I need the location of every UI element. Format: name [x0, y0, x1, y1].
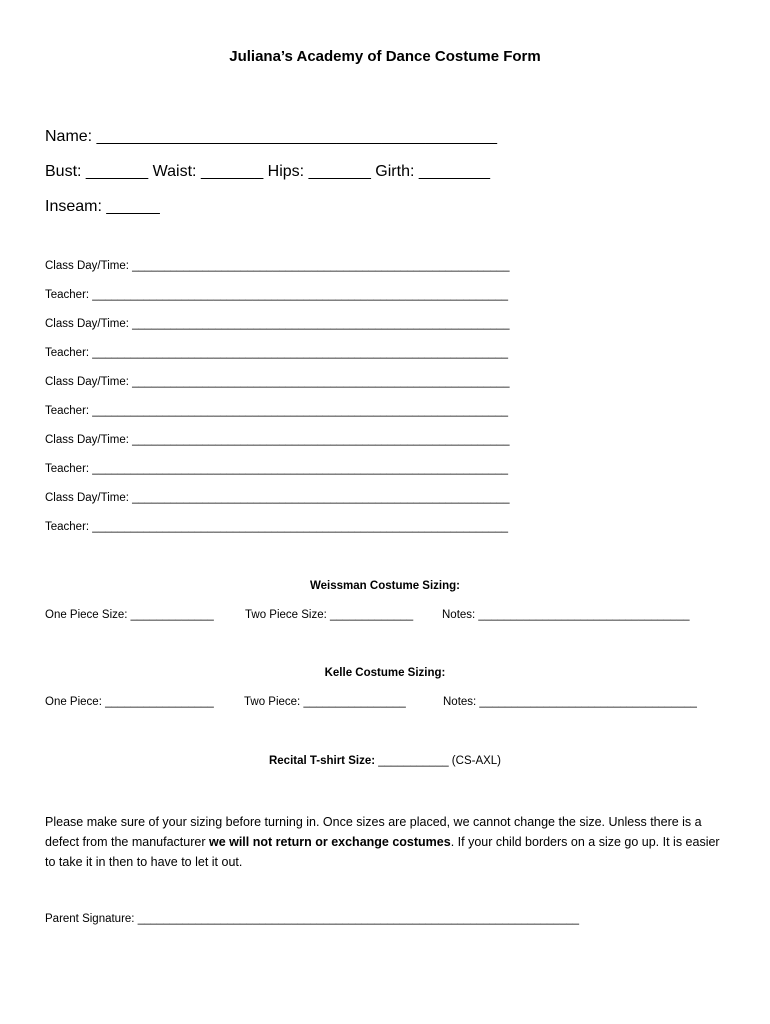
- form-title: Juliana’s Academy of Dance Costume Form: [229, 48, 541, 65]
- weissman-notes-field[interactable]: Notes: _________________________________: [442, 609, 690, 621]
- weissman-one-piece-field[interactable]: One Piece Size: _____________: [45, 609, 214, 621]
- kelle-one-piece-field[interactable]: One Piece: _________________: [45, 696, 214, 708]
- class-day-time-field[interactable]: Class Day/Time: ___________________________________________________________: [45, 434, 510, 446]
- notice-text-1: Please make sure of your sizing before turning in. Once sizes are placed, we cannot change the size. Unless there is a defect from the manufacturer: [45, 815, 702, 849]
- class-day-time-field[interactable]: Class Day/Time: ___________________________________________________________: [45, 318, 510, 330]
- teacher-field[interactable]: Teacher: _________________________________________________________________: [45, 289, 509, 301]
- class-day-time-field[interactable]: Class Day/Time: ___________________________________________________________: [45, 492, 510, 504]
- weissman-heading: Weissman Costume Sizing:: [310, 580, 460, 592]
- tshirt-size-label: Recital T-shirt Size:: [268, 755, 376, 767]
- kelle-notes-field[interactable]: Notes: __________________________________: [443, 696, 697, 708]
- weissman-two-piece-field[interactable]: Two Piece Size: _____________: [245, 609, 414, 621]
- kelle-two-piece-field[interactable]: Two Piece: ________________: [244, 696, 406, 708]
- class-day-time-field[interactable]: Class Day/Time: ___________________________________________________________: [45, 376, 510, 388]
- teacher-field[interactable]: Teacher: _________________________________________________________________: [45, 405, 509, 417]
- tshirt-size-blank[interactable]: ___________ (CS-AXL): [375, 755, 502, 767]
- parent-signature-field[interactable]: Parent Signature: _____________________________________________________________________: [45, 913, 580, 925]
- teacher-field[interactable]: Teacher: _________________________________________________________________: [45, 521, 509, 533]
- sizing-notice: [45, 812, 725, 872]
- teacher-field[interactable]: Teacher: _________________________________________________________________: [45, 347, 509, 359]
- kelle-heading: Kelle Costume Sizing:: [324, 667, 446, 679]
- name-field[interactable]: Name: _____________________________________________: [45, 128, 497, 145]
- inseam-field[interactable]: Inseam: ______: [45, 198, 160, 215]
- class-day-time-field[interactable]: Class Day/Time: ___________________________________________________________: [45, 260, 510, 272]
- notice-bold-text: we will not return or exchange costumes: [208, 835, 451, 849]
- measurements-row[interactable]: Bust: _______ Waist: _______ Hips: _______ Girth: ________: [45, 163, 491, 180]
- tshirt-size-field[interactable]: [0, 755, 770, 767]
- teacher-field[interactable]: Teacher: _________________________________________________________________: [45, 463, 509, 475]
- notice-text-2: . If your child borders on a size go up. It is easier to take it in then to have to let it out.: [45, 835, 720, 869]
